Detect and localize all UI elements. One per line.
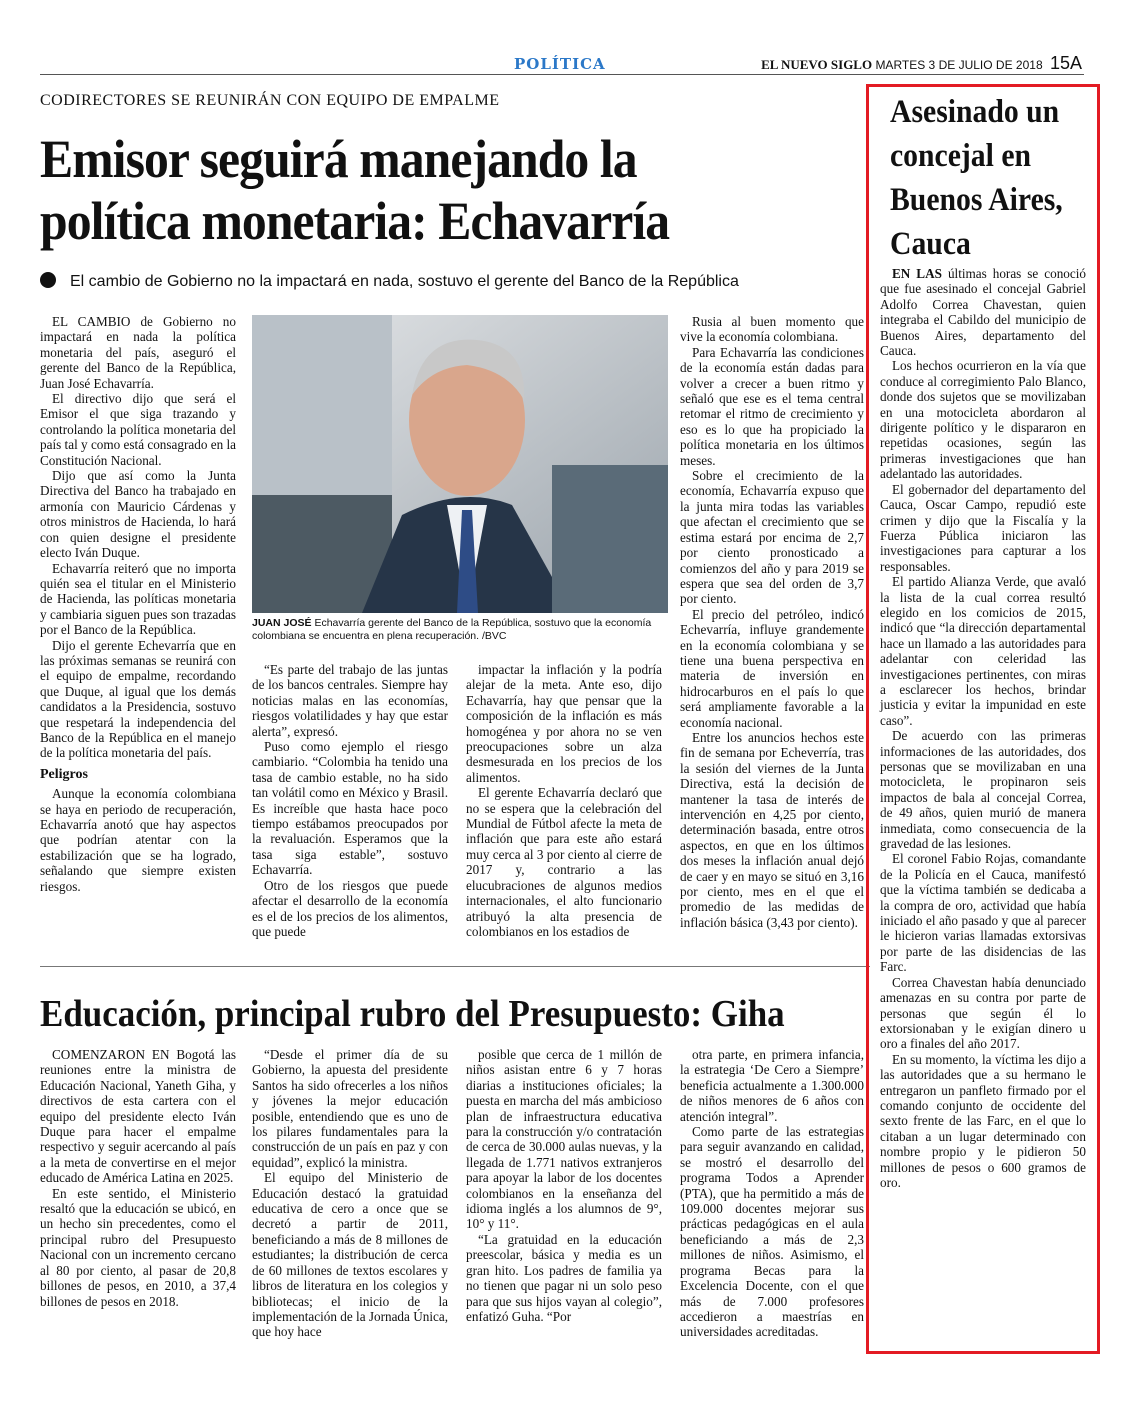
article1-subtitle [40, 272, 739, 291]
paragraph: Entre los anuncios hechos este fin de semana por Echeverría, tras la sesión del viernes de la Junta Directiva, está la decisión de mantener la tasa de interés de intervención en 4,25 por ciento, determinación basada, entre otros aspectos, en que en los últimos dos meses la inflación anual dejó de caer y en mayo se situó en 3,16 por ciento, mes en el que el promedio de las medidas de inflación básica (3,43 por ciento). [680, 729, 864, 930]
article2-column-1 [40, 1047, 236, 1309]
paragraph: Correa Chavestan había denunciado amenazas en su contra por parte de personas que según él lo extorsionaban y le exigían dinero u oro a finales del año 2017. [880, 974, 1086, 1052]
paragraph: El directivo dijo que será el Emisor el que siga trazando y controlando la política monetaria del país tal y como está consagrado en la Constitución Nacional. [40, 391, 236, 468]
issue-date: MARTES 3 DE JULIO DE 2018 [875, 58, 1043, 72]
paragraph: El precio del petróleo, indicó Echevarría, influye grandemente en la economía colombiana y se tiene una buena perspectiva en materia de inversión en hidrocarburos en el país lo que será ampliamente favorable a la economía nacional. [680, 606, 864, 730]
paragraph: El gobernador del departamento del Cauca, Oscar Campo, repudió este crimen y dijo que la Fiscalía y la Fuerza Pública iniciaron las investigaciones para capturar a los responsables. [880, 481, 1086, 574]
newspaper-name: EL NUEVO SIGLO [761, 57, 873, 72]
paragraph: En su momento, la víctima les dijo a las autoridades que a su hermano le entregaron un panfleto firmado por el comando conjunto de occidente del sexto frente de las Farc, en el que lo citaban a un lugar determinado con nombre propio y le pidieron 50 millones de pesos o 600 gramos de oro. [880, 1051, 1086, 1190]
lead-text: últimas horas se conoció que fue asesinado el concejal Gabriel Adolfo Correa Chavestan, quien integraba el Cabildo del municipio de Buenos Aires, departamento del Cauca. [880, 266, 1086, 359]
paragraph: El coronel Fabio Rojas, comandante de la Policía en el Cauca, manifestó que la víctima también se dedicaba a la compra de oro, actividad que había iniciado el año pasado y que al parecer le hicieron varias llamadas extorsivas por parte de las disidencias de las Farc. [880, 851, 1086, 975]
paragraph: EL CAMBIO de Gobierno no impactará en nada la política monetaria del país, aseguró el gerente del Banco de la República, Juan José Echavarría. [40, 314, 236, 391]
paragraph: Dijo que así como la Junta Directiva del Banco ha trabajado en armonía con Mauricio Cárdenas y otros ministros de Hacienda, lo hará con quien designe el presidente electo Iván Duque. [40, 468, 236, 561]
paragraph: En este sentido, el Ministerio resaltó que la educación se ubicó, en un hecho sin precedentes, como el principal rubro del Presupuesto Nacional con un incremento cercano al 80 por ciento, al pasar de 20,8 billones de pesos, en 2010, a 37,4 billones de pesos en 2018. [40, 1185, 236, 1309]
paragraph: Puso como ejemplo el riesgo cambiario. “Colombia ha tenido una tasa de cambio estable, no ha sido tan volátil como en México y Brasil. Es increíble que hasta hace poco tiempo estábamos preocupados por la revaluación. Esperamos que la tasa siga estable”, sostuvo Echavarría. [252, 739, 448, 878]
article2-column-2 [252, 1047, 448, 1340]
paragraph: Dijo el gerente Echevarría que en las próximas semanas se reunirá con el equipo de empalme, recordando que Duque, al igual que los demás candidatos a la Presidencia, sostuvo que respetará la independencia del Banco de la República en el manejo de la política monetaria del país. [40, 637, 236, 761]
subheading: Peligros [40, 766, 88, 782]
caption-name: JUAN JOSÉ [252, 617, 312, 629]
paragraph: El equipo del Ministerio de Educación destacó la gratuidad educativa de cero a once que se decretó a partir de 2011, beneficiando a más de 8 millones de estudiantes; la distribución de cerca de 60 millones de textos escolares y libros de literatura en los colegios y bibliotecas; el inicio de la implementación de la Jornada Única, que hoy hace [252, 1170, 448, 1340]
bullet-icon [40, 272, 56, 288]
paragraph: Sobre el crecimiento de la economía, Echavarría expuso que la junta mira todas las variables que afectan el crecimiento que se estima estará por encima de 2,7 por ciento pronosticado a comienzos del año y para 2019 se espera que sea del orden de 3,7 por ciento. [680, 468, 864, 607]
paragraph: “La gratuidad en la educación preescolar, básica y media es un gran hito. Los padres de familia ya no tienen que pagar ni un solo peso para que sus hijos vayan al colegio”, enfatizó Guha. “Por [466, 1231, 662, 1324]
article1-title: Emisor seguirá manejando la política monetaria: Echavarría [40, 129, 670, 251]
paragraph: Los hechos ocurrieron en la vía que conduce al corregimiento Palo Blanco, donde dos sujetos que se movilizaban en una motocicleta abordaron al dirigente político y le dispararon en repetidas ocasiones, según las primeras investigaciones que han adelantado las autoridades. [880, 358, 1086, 482]
paragraph: impactar la inflación y la podría alejar de la meta. Ante eso, dijo Echavarría, hay que pensar que la composición de la inflación es más homogénea y por ahora no se ven preocupaciones sobre un alza desmesurada en los precios de los alimentos. [466, 662, 662, 785]
sidebar-body [880, 266, 1086, 1190]
paragraph: Como parte de las estrategias para seguir avanzando en calidad, se mostró el desarrollo del programa Todos a Aprender (PTA), que ha permitido a más de 109.000 docentes mejorar sus prácticas pedagógicas en el aula beneficiando a más de 2,3 millones de niños. Asimismo, el programa Becas para la Excelencia Docente, con el que más de 7.000 profesores accedieron a maestrías en universidades acreditadas. [680, 1124, 864, 1340]
paragraph: Echavarría reiteró que no importa quién sea el titular en el Ministerio de Hacienda, las políticas monetaria y cambiaria siguen pues son trazadas por el Banco de la República. [40, 560, 236, 638]
paragraph: Aunque la economía colombiana se haya en periodo de recuperación, Echavarría anotó que hay aspectos que podrían atentar con la estabilización que se ha logrado, señalando que siempre existen riesgos. [40, 786, 236, 894]
paragraph: El partido Alianza Verde, que avaló la lista de la cual correa resultó elegido en los comicios de 2015, indicó que “la dirección departamental hace un llamado a las autoridades para adelantar con celeridad las investigaciones pertinentes, con miras a esclarecer los hechos, brindar justicia y evitar la impunidad en este caso”. [880, 574, 1086, 728]
section-label: POLÍTICA [514, 55, 606, 73]
article2-title: Educación, principal rubro del Presupuesto: Giha [40, 993, 785, 1035]
article1-photo [252, 315, 668, 613]
article-separator [40, 966, 870, 967]
paragraph: Rusia al buen momento que vive la economía colombiana. [680, 314, 864, 345]
photo-caption [252, 617, 662, 643]
article1-subtitle-text: El cambio de Gobierno no la impactará en nada, sostuvo el gerente del Banco de la República [70, 273, 739, 290]
article1-column-2 [252, 662, 448, 939]
paragraph: “Desde el primer día de su Gobierno, la apuesta del presidente Santos ha sido ofrecerles a los niños y jóvenes la mejor educación posible, entendiendo que es uno de los pilares fundamentales para la construcción de un país en paz y con equidad”, explicó la ministra. [252, 1047, 448, 1170]
paragraph: “Es parte del trabajo de las juntas de los bancos centrales. Siempre hay noticias malas en las economías, riesgos volatilidades y hay que estar alerta”, expresó. [252, 662, 448, 739]
paragraph: otra parte, en primera infancia, la estrategia ‘De Cero a Siempre’ beneficia actualmente a 1.300.000 de niños menores de 6 años con atención integral”. [680, 1047, 864, 1124]
paragraph: posible que cerca de 1 millón de niños asistan entre 6 y 7 horas diarias a instituciones oficiales; la puesta en marcha del más ambicioso plan de infraestructura educativa para la construcción y/o contratación de cerca de 30.000 aulas nuevas, y la llegada de 1.771 nativos extranjeros para apoyar la labor de los docentes colombianos en la enseñanza del idioma inglés a los alumnos de 9°, 10° y 11°. [466, 1047, 662, 1232]
paragraph: De acuerdo con las primeras informaciones de las autoridades, dos personas que se movilizaban en una motocicleta, le propinaron seis impactos de bala al concejal Correa, de 49 años, quien murió de manera inmediata, como consecuencia de la gravedad de las lesiones. [880, 728, 1086, 852]
paragraph: Otro de los riesgos que puede afectar el desarrollo de la economía es el de los precios de los alimentos, que puede [252, 877, 448, 939]
sidebar-title: Asesinado un concejal en Buenos Aires, Cauca [890, 94, 1063, 262]
article1-column-3 [466, 662, 662, 939]
lead-in: EN LAS [892, 266, 942, 281]
caption-text: Echavarría gerente del Banco de la República, sostuvo que la economía colombiana se encuentra en plena recuperación. /BVC [252, 617, 652, 642]
page-number: 15A [1049, 53, 1082, 73]
article2-column-3 [466, 1047, 662, 1324]
paragraph: COMENZARON EN Bogotá las reuniones entre la ministra de Educación Nacional, Yaneth Giha, y directivos de esta cartera con el equipo del presidente electo Iván Duque para hacer el empalme respectivo y seguir acercando al país a la meta de convertirse en el mejor educado de América Latina en 2025. [40, 1047, 236, 1186]
article2-column-4 [680, 1047, 864, 1340]
paragraph: El gerente Echavarría declaró que no se espera que la celebración del Mundial de Fútbol afecte la meta de inflación que para este año estará muy cerca al 3 por ciento al cierre de 2017 y, contrario a las elucubraciones de algunos medios internacionales, el alto funcionario atribuyó la alta presencia de colombianos en los estadios de [466, 785, 662, 939]
header-rule [40, 74, 1084, 75]
page-header [761, 53, 1082, 74]
portrait-illustration [252, 315, 668, 613]
article1-column-4 [680, 314, 864, 930]
paragraph [880, 266, 1086, 358]
paragraph: Para Echavarría las condiciones de la economía están dadas para volver a crecer a buen ritmo y señaló que ese es el tema central retomar el ritmo de crecimiento y eso es lo que ha propiciado la política monetaria en los últimos meses. [680, 344, 864, 468]
article1-kicker: CODIRECTORES SE REUNIRÁN CON EQUIPO DE EMPALME [40, 92, 500, 109]
article1-column-1 [40, 314, 236, 894]
